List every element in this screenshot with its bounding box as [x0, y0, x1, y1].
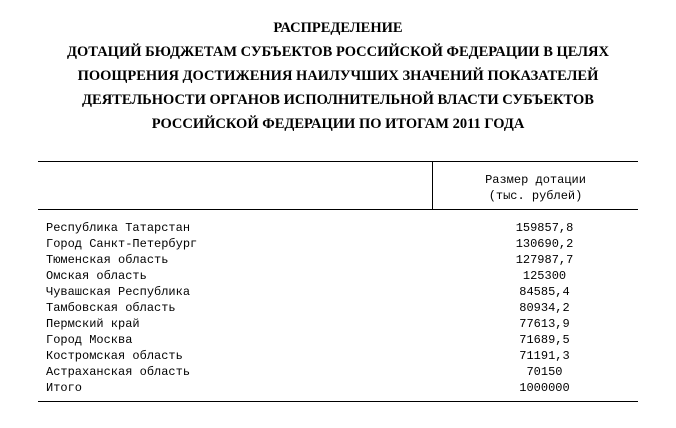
column-header-line: Размер дотации	[485, 173, 586, 187]
subsidy-amount: 84585,4	[519, 285, 570, 299]
region-name: Омская область	[46, 269, 147, 283]
region-name: Город Санкт-Петербург	[46, 237, 198, 251]
table-row-total	[46, 380, 638, 396]
document-heading	[0, 16, 676, 136]
table-top-rule	[38, 161, 638, 162]
table-row	[46, 364, 638, 380]
column-header-amount	[433, 172, 638, 204]
region-name: Республика Татарстан	[46, 221, 191, 235]
region-name: Астраханская область	[46, 365, 191, 379]
subsidy-amount: 77613,9	[519, 317, 570, 331]
table-row	[46, 252, 638, 268]
region-name: Тюменская область	[46, 253, 169, 267]
table-row	[46, 348, 638, 364]
heading-line: РАСПРЕДЕЛЕНИЕ	[273, 20, 403, 36]
region-name: Костромская область	[46, 349, 183, 363]
subsidy-amount: 127987,7	[515, 253, 574, 267]
table-header-rule	[38, 209, 638, 210]
table-row	[46, 316, 638, 332]
table-row	[46, 332, 638, 348]
heading-line: ПООЩРЕНИЯ ДОСТИЖЕНИЯ НАИЛУЧШИХ ЗНАЧЕНИЙ ПОКАЗАТЕЛЕЙ	[77, 68, 599, 84]
column-header-line: (тыс. рублей)	[488, 189, 583, 203]
table-row	[46, 236, 638, 252]
table-row	[46, 220, 638, 236]
region-name: Город Москва	[46, 333, 133, 347]
subsidy-amount: 71689,5	[519, 333, 570, 347]
table-body	[46, 220, 638, 396]
heading-line: ДОТАЦИЙ БЮДЖЕТАМ СУБЪЕКТОВ РОССИЙСКОЙ ФЕДЕРАЦИИ В ЦЕЛЯХ	[66, 44, 609, 60]
subsidy-amount: 70150	[526, 365, 563, 379]
heading-line: РОССИЙСКОЙ ФЕДЕРАЦИИ ПО ИТОГАМ 2011 ГОДА	[151, 116, 525, 132]
table-row	[46, 268, 638, 284]
table-row	[46, 284, 638, 300]
subsidy-amount: 71191,3	[519, 349, 570, 363]
region-name: Чувашская Республика	[46, 285, 191, 299]
table-row	[46, 300, 638, 316]
subsidy-amount: 130690,2	[515, 237, 574, 251]
subsidy-amount: 125300	[522, 269, 567, 283]
region-name: Тамбовская область	[46, 301, 176, 315]
table-bottom-rule	[38, 401, 638, 402]
subsidy-amount: 80934,2	[519, 301, 570, 315]
heading-line: ДЕЯТЕЛЬНОСТИ ОРГАНОВ ИСПОЛНИТЕЛЬНОЙ ВЛАСТИ СУБЪЕКТОВ	[82, 92, 594, 108]
total-amount: 1000000	[519, 381, 570, 395]
total-label: Итого	[46, 381, 83, 395]
subsidy-amount: 159857,8	[515, 221, 574, 235]
region-name: Пермский край	[46, 317, 140, 331]
